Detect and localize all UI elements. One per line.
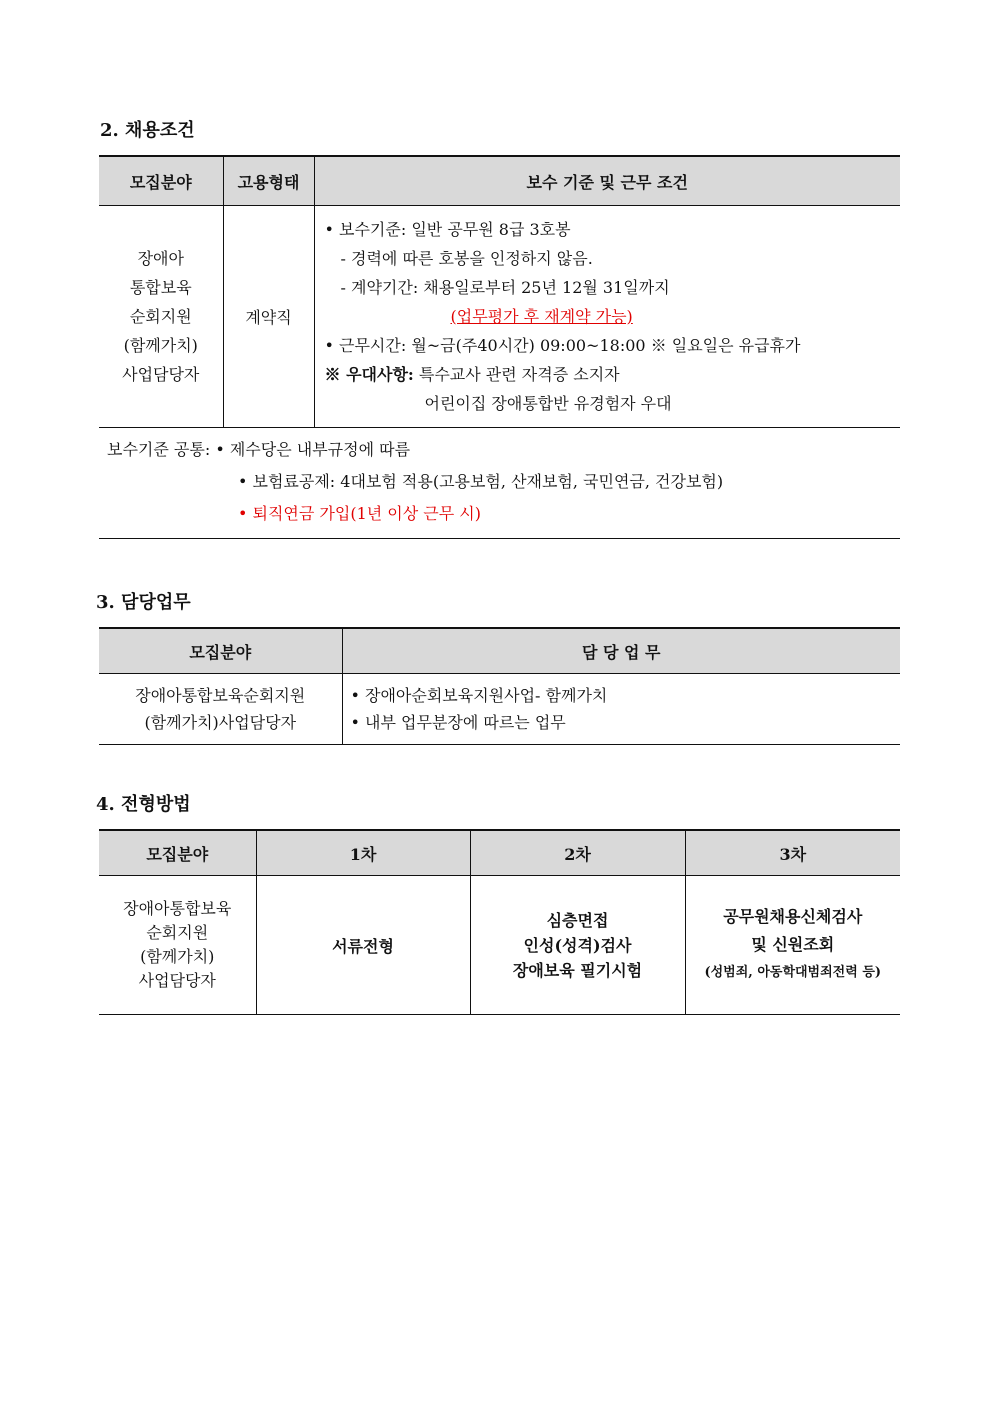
stage-2-line: 장애보육 필기시험 xyxy=(512,960,643,980)
employment-type-cell: 계약직 xyxy=(223,206,314,428)
preference-item: 특수교사 관련 자격증 소지자 xyxy=(413,365,620,384)
header-field: 모집분야 xyxy=(99,156,223,206)
pay-basis: • 보수기준: 일반 공무원 8급 3호봉 xyxy=(324,220,571,239)
header-field: 모집분야 xyxy=(99,830,256,876)
field-line: (함께가치) xyxy=(123,336,198,355)
stage-2-line: 심층면접 xyxy=(546,910,609,930)
employment-conditions-table xyxy=(99,155,900,539)
common-pay-cell xyxy=(99,428,900,539)
work-hours: • 근무시간: 월~금(주40시간) 09:00~18:00 ※ 일요일은 유급휴가 xyxy=(324,336,801,355)
header-duties: 담 당 업 무 xyxy=(342,628,900,674)
header-stage-1: 1차 xyxy=(256,830,470,876)
field-line: (함께가치)사업담당자 xyxy=(144,713,297,732)
section-4-title: 4. 전형방법 xyxy=(96,794,191,815)
header-employment-type: 고용형태 xyxy=(223,156,314,206)
stage-2-cell xyxy=(470,876,685,1015)
field-cell xyxy=(99,876,256,1015)
common-item-2: • 보험료공제: 4대보험 적용(고용보험, 산재보험, 국민연금, 건강보험) xyxy=(238,472,724,491)
section-3-title: 3. 담당업무 xyxy=(96,592,191,613)
field-line: 순회지원 xyxy=(146,923,209,942)
section-2-title: 2. 채용조건 xyxy=(100,120,195,141)
renewal-note: (업무평가 후 재계약 가능) xyxy=(450,307,633,326)
field-line: (함께가치) xyxy=(140,947,215,966)
field-line: 사업담당자 xyxy=(122,365,200,384)
field-line: 장애아통합보육순회지원 xyxy=(135,686,306,705)
selection-table xyxy=(99,829,900,1015)
common-label: 보수기준 공통: xyxy=(107,440,211,459)
duties-table xyxy=(99,627,900,745)
preference-item-2: 어린이집 장애통합반 유경험자 우대 xyxy=(424,394,672,413)
duties-cell xyxy=(342,674,900,745)
field-line: 장애아통합보육 xyxy=(123,899,232,918)
field-cell xyxy=(99,674,342,745)
header-stage-2: 2차 xyxy=(470,830,685,876)
field-cell xyxy=(99,206,223,428)
field-line: 사업담당자 xyxy=(138,971,216,990)
conditions-cell xyxy=(314,206,900,428)
stage-3-cell xyxy=(685,876,900,1015)
header-stage-3: 3차 xyxy=(685,830,900,876)
stage-3-line: 및 신원조회 xyxy=(751,935,835,954)
contract-period: - 계약기간: 채용일로부터 25년 12월 31일까지 xyxy=(340,278,670,297)
common-line-1 xyxy=(107,434,900,466)
field-line: 통합보육 xyxy=(129,278,192,297)
common-item: • 제수당은 내부규정에 따름 xyxy=(215,440,411,459)
common-item-3: • 퇴직연금 가입(1년 이상 근무 시) xyxy=(238,504,482,523)
experience-note: - 경력에 따른 호봉을 인정하지 않음. xyxy=(340,249,593,268)
header-field: 모집분야 xyxy=(99,628,342,674)
duty-item: • 장애아순회보육지원사업- 함께가치 xyxy=(350,686,608,705)
stage-2-line: 인성(성격)검사 xyxy=(523,935,632,955)
field-line: 순회지원 xyxy=(129,307,192,326)
preference-label: ※ 우대사항: xyxy=(324,365,414,384)
field-line: 장애아 xyxy=(137,249,184,268)
duty-item: • 내부 업무분장에 따르는 업무 xyxy=(350,713,566,732)
stage-1-cell: 서류전형 xyxy=(256,876,470,1015)
preference-line xyxy=(325,360,901,389)
stage-3-note: (성범죄, 아동학대범죄전력 등) xyxy=(704,965,882,980)
header-pay-conditions: 보수 기준 및 근무 조건 xyxy=(314,156,900,206)
stage-3-line: 공무원채용신체검사 xyxy=(723,907,863,926)
